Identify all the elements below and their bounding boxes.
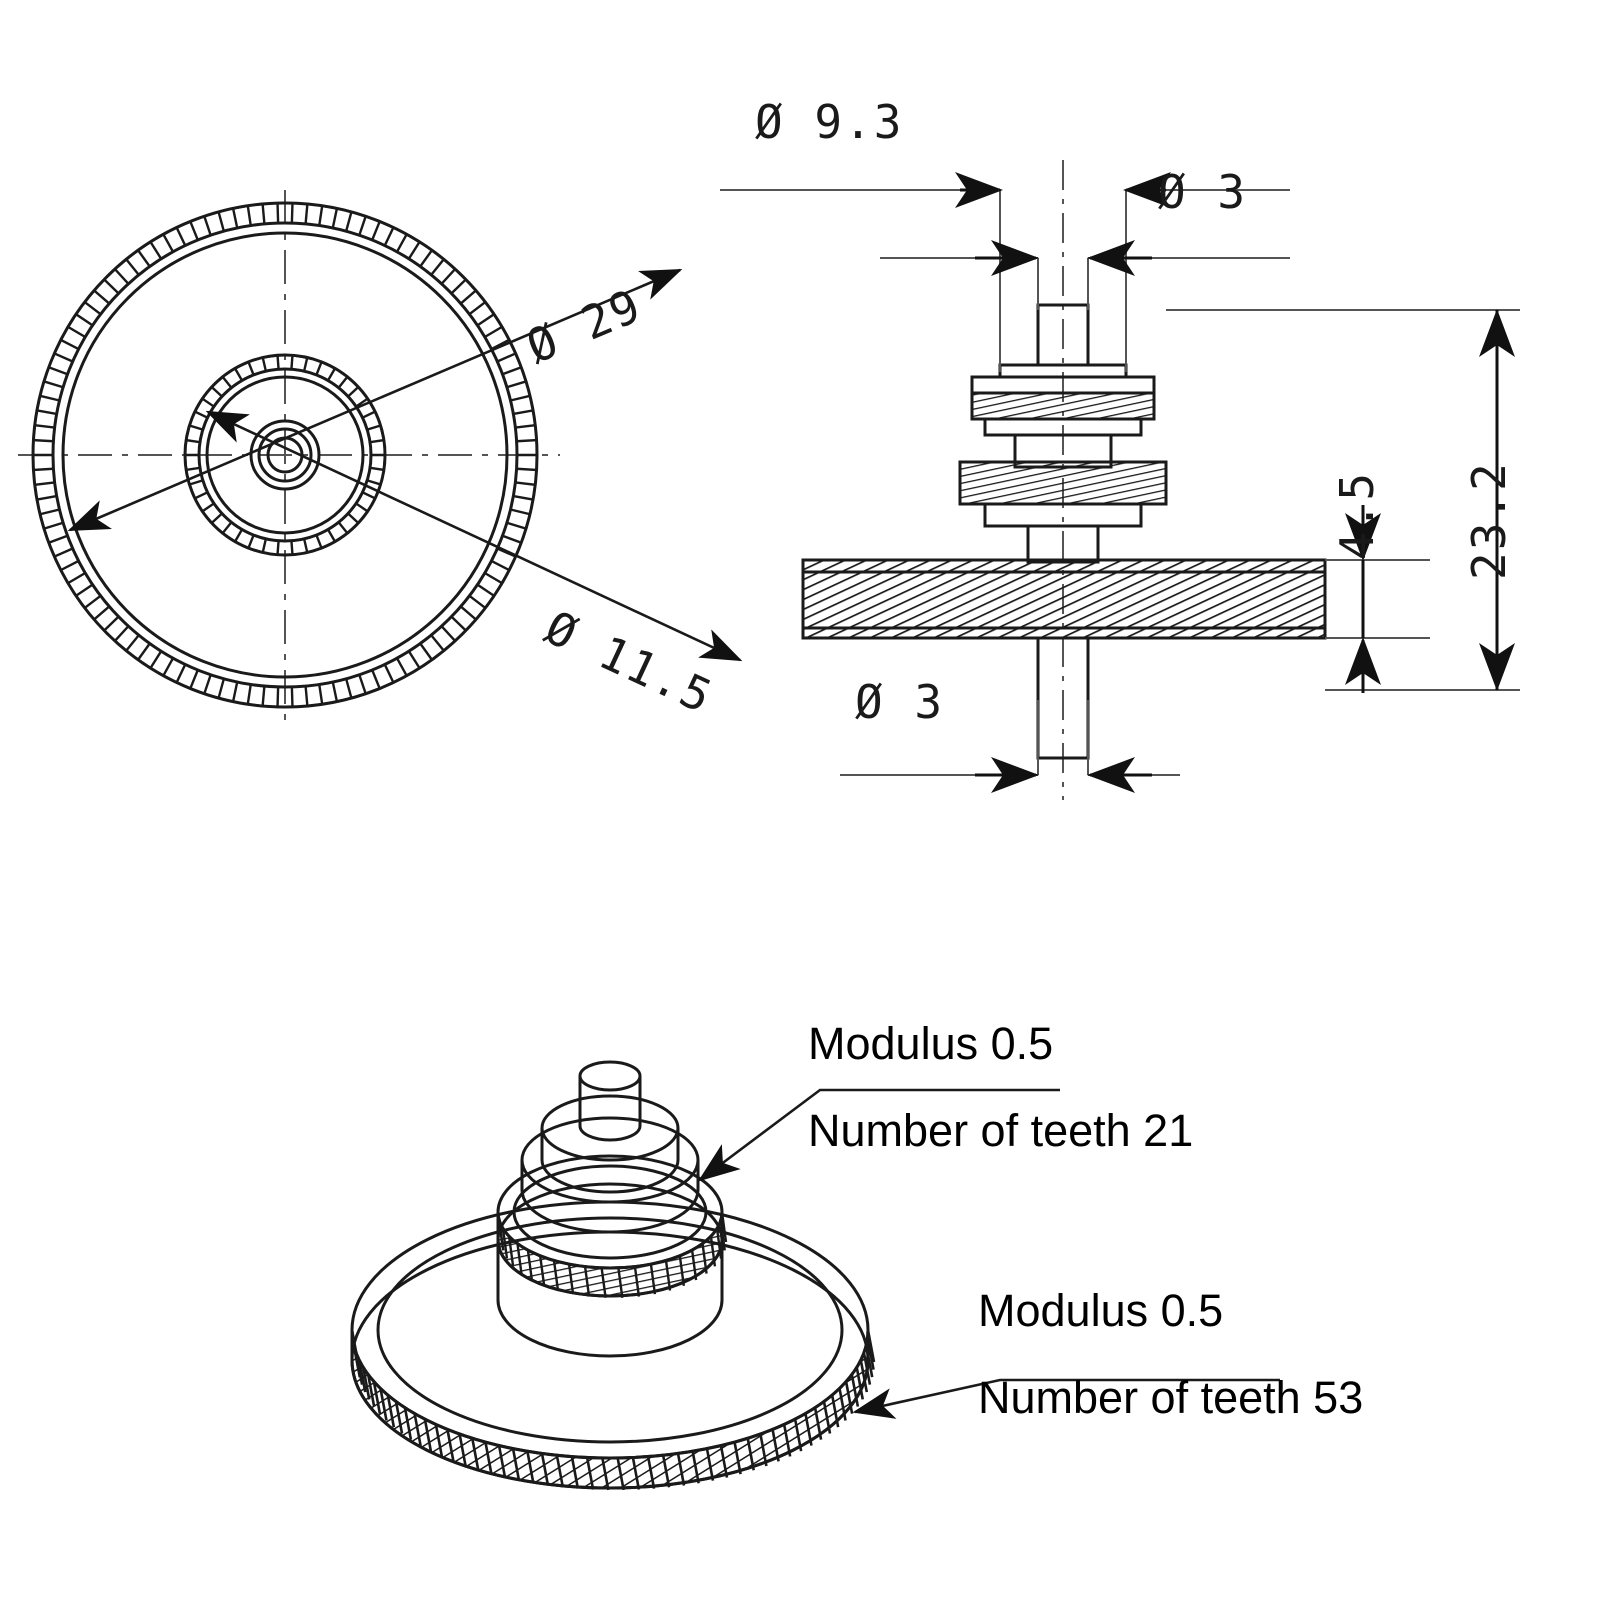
iso-pinion	[498, 1156, 726, 1356]
callout-main-gear-teeth: Number of teeth 53	[978, 1372, 1364, 1423]
callout-pinion-teeth: Number of teeth 21	[808, 1105, 1194, 1156]
dim-label-gear-thickness: 4.5	[1330, 470, 1384, 560]
callout-main-gear-modulus: Modulus 0.5	[978, 1285, 1224, 1336]
dim-label-hub-diameter: Ø 9.3	[755, 95, 904, 149]
dim-label-outer-diameter: Ø 29	[518, 277, 650, 374]
callout-pinion-modulus: Modulus 0.5	[808, 1018, 1054, 1069]
main-gear-disc	[803, 560, 1325, 638]
iso-top-shaft	[580, 1062, 640, 1140]
dim-label-top-shaft-diameter: Ø 3	[1158, 165, 1248, 219]
dim-label-total-height: 23.2	[1462, 461, 1516, 580]
centerlines	[18, 190, 560, 722]
iso-main-gear	[352, 1202, 874, 1490]
dim-label-pinion-diameter: Ø 11.5	[537, 600, 722, 725]
side-view-group	[720, 160, 1520, 800]
dim-label-bottom-shaft-diameter: Ø 3	[855, 675, 945, 729]
